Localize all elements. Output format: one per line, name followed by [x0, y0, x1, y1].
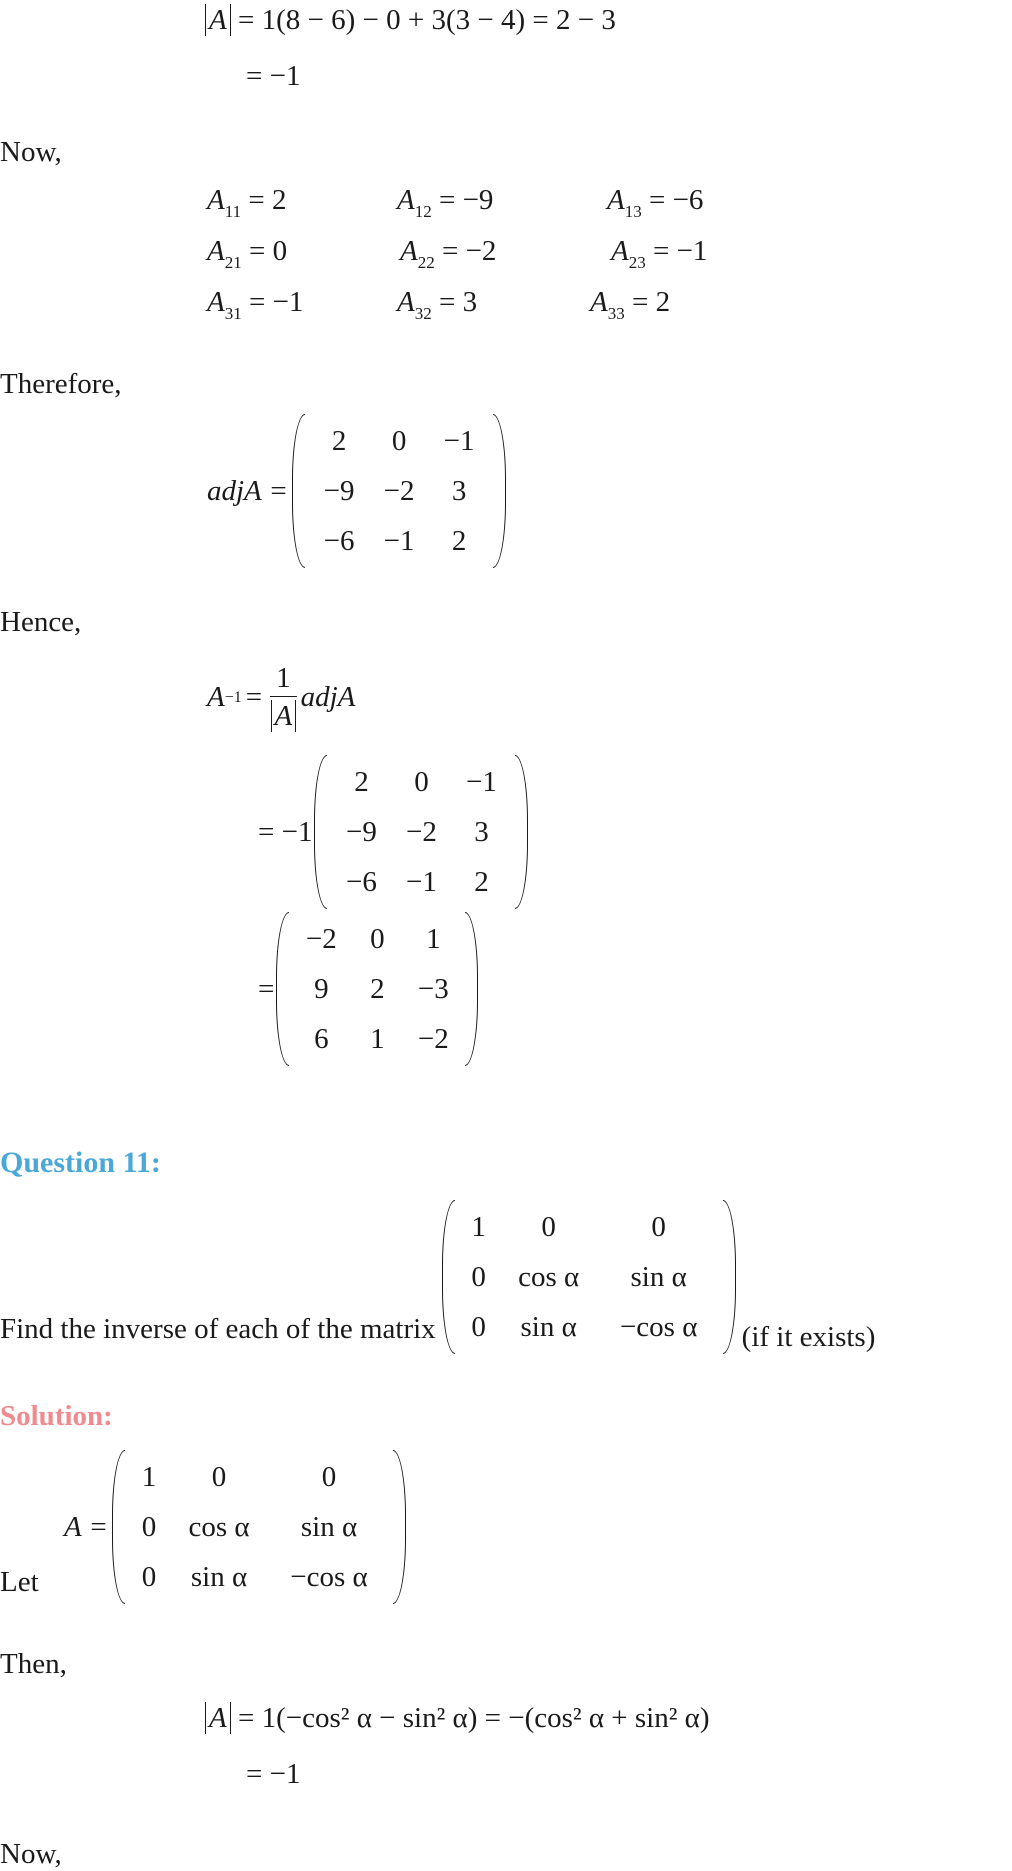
solution-heading: Solution: — [0, 1400, 113, 1432]
right-paren — [493, 414, 506, 568]
cofactor-a11: $A_{11} = 2$ — [207, 184, 287, 221]
cofactor-a13: $A_{13} = -6$ — [607, 184, 704, 221]
let-a-equation: A = 1 0 0 0 cos α sin α 0 sin α −cos α — [64, 1450, 406, 1604]
solution-determinant-result: = −1 — [246, 1758, 301, 1790]
determinant-lhs: A — [205, 4, 231, 36]
cofactor-a22: $A_{22} = -2$ — [400, 235, 497, 272]
therefore-label: Therefore, — [0, 368, 122, 400]
inverse-step-2: = −1 2 0 −1 −9 −2 3 −6 −1 2 — [258, 755, 528, 909]
cofactor-a31: $A_{31} = -1$ — [207, 286, 304, 323]
determinant-rhs: = 1(8 − 6) − 0 + 3(3 − 4) = 2 − 3 — [237, 4, 616, 36]
left-paren — [292, 414, 305, 568]
cofactor-a23: $A_{23} = -1$ — [611, 235, 708, 272]
cofactor-a33: $A_{33} = 2$ — [590, 286, 671, 323]
question-heading: Question 11: — [0, 1146, 161, 1179]
adjoint-label: adjA = — [207, 474, 289, 507]
determinant-result: = −1 — [246, 60, 301, 92]
solution-now-label: Now, — [0, 1838, 62, 1870]
inverse-matrix: −2 0 1 9 2 −3 6 1 −2 — [276, 912, 478, 1066]
question-text-after: (if it exists) — [741, 1321, 876, 1353]
solution-matrix: 1 0 0 0 cos α sin α 0 sin α −cos α — [112, 1450, 406, 1604]
inverse-formula: A −1 = $\frac{1}{A}$ adjA — [207, 660, 355, 735]
now-label: Now, — [0, 136, 62, 168]
let-label: Let — [0, 1566, 39, 1598]
cofactor-a21: $A_{21} = 0$ — [207, 235, 288, 272]
adjoint-equation — [207, 414, 506, 568]
then-label: Then, — [0, 1648, 67, 1680]
cofactor-a32: $A_{32} = 3$ — [397, 286, 478, 323]
fraction: $\frac{1}{A}$ — [270, 660, 297, 735]
determinant-equation — [205, 4, 616, 37]
adjoint-matrix: 2 0 −1 −9 −2 3 −6 −1 2 — [292, 414, 506, 568]
cofactor-a12: $A_{12} = -9$ — [397, 184, 494, 221]
question-text — [0, 1200, 875, 1354]
question-matrix: 1 0 0 0 cos α sin α 0 sin α −cos α — [442, 1200, 736, 1354]
hence-label: Hence, — [0, 606, 82, 638]
adjoint-matrix-scaled: 2 0 −1 −9 −2 3 −6 −1 2 — [314, 755, 528, 909]
solution-determinant-equation: A = 1(−cos² α − sin² α) = −(cos² α + sin² α) — [205, 1702, 710, 1735]
question-text-before: Find the inverse of each of the matrix — [0, 1313, 436, 1345]
inverse-result: = −2 0 1 9 2 −3 6 1 −2 — [258, 912, 478, 1066]
